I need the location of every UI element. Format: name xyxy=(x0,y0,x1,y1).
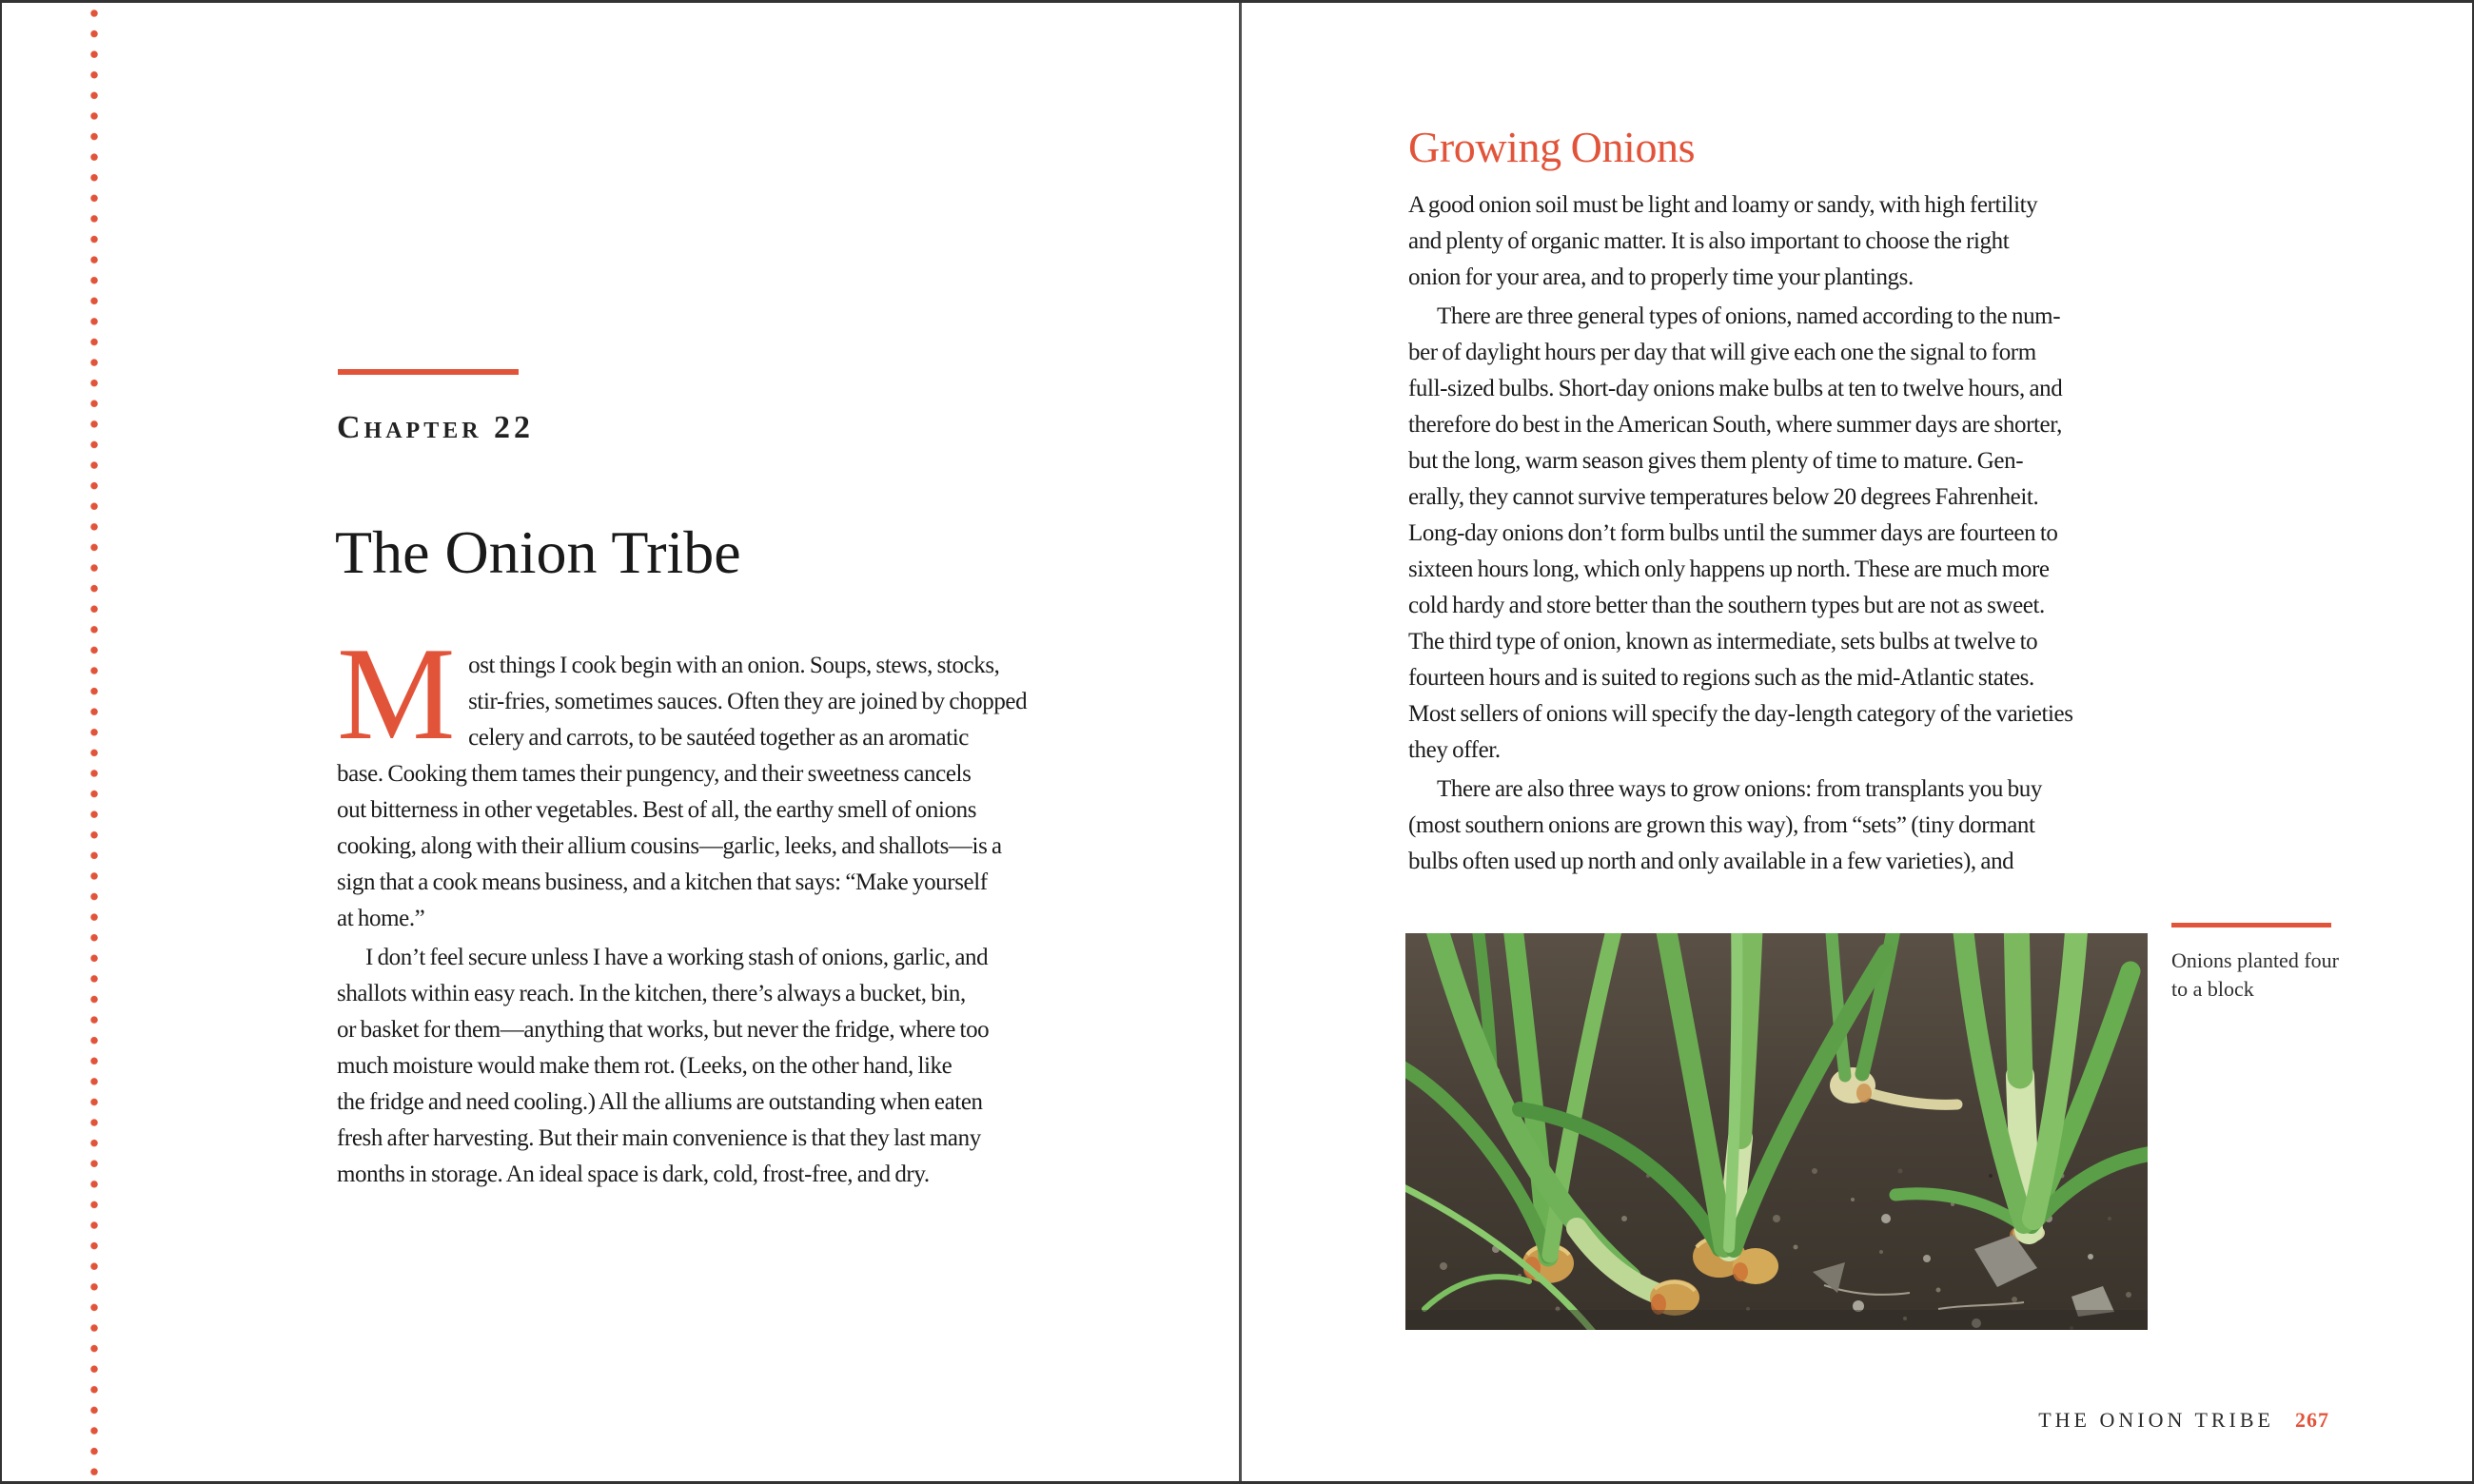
running-head: THE ONION TRIBE xyxy=(2038,1408,2274,1432)
chapter-title: The Onion Tribe xyxy=(335,518,741,586)
photo-caption: Onions planted four to a block xyxy=(2171,948,2339,1001)
chapter-label: Chapter 22 xyxy=(337,410,535,445)
right-paragraph-1: A good onion soil must be light and loamy or sandy, with high fertility and plenty of organic matter. It is also important to choose the right onion for your area, and to properly time your plantings. xyxy=(1408,192,2038,290)
right-paragraph-3: There are also three ways to grow onions: from transplants you buy (most southern onions are grown this way), from “sets” (tiny dormant bulbs often used up north and only available in a few varieties), and xyxy=(1408,776,2042,874)
left-paragraph-2: I don’t feel secure unless I have a working stash of onions, garlic, and shallots within easy reach. In the kitchen, there’s always a bucket, bin, or basket for them—anything that works, but never the fridge, where too much moisture would make them rot. (Leeks, on the other hand, like the fridge and need cooling.) All the alliums are outstanding when eaten fresh after harvesting. But their main convenience is that they last many months in storage. An ideal space is dark, cold, frost-free, and dry. xyxy=(337,945,990,1187)
left-paragraph-1: ost things I cook begin with an onion. Soups, stews, stocks, stir-fries, sometimes sauces. Often they are joined by chopped celery and carrots, to be sautéed together as an aromatic base. Cooking them tames their pungency, and their sweetness cancels out bitterness in other vegetables. Best of all, the earthy smell of onions cooking, along with their allium cousins—garlic, leeks, and shallots—is a sign that a cook means business, and a kitchen that says: “Make yourself at home.” xyxy=(337,653,1028,931)
left-page-body xyxy=(337,620,1098,1193)
page-gutter-divider xyxy=(1239,3,1242,1481)
photo-caption-block xyxy=(2171,923,2352,1004)
right-paragraph-2: There are three general types of onions, named according to the num- ber of daylight hours per day that will give each one the signal to form full-sized bulbs. Short-day onions make bulbs at ten to twelve hours, and therefore do best in the American South, where summer days are shorter, but the long, warm season gives them plenty of time to mature. Gen- erally, they cannot survive temperatures below 20 degrees Fahrenheit. Long-day onions don’t form bulbs until the summer days are fourteen to sixteen hours long, which only happens up north. These are much more cold hardy and store better than the southern types but are not as sweet. The third type of onion, known as intermediate, sets bulbs at twelve to fourteen hours and is suited to regions such as the mid-Atlantic states. Most sellers of onions will specify the day-length category of the varieties they offer. xyxy=(1408,303,2073,763)
page-footer xyxy=(2038,1410,2329,1431)
caption-rule xyxy=(2171,923,2331,928)
right-page-body xyxy=(1408,123,2162,880)
section-title: Growing Onions xyxy=(1408,123,1696,171)
drop-cap: M xyxy=(337,620,456,768)
binding-dotted-line xyxy=(89,3,99,1481)
chapter-rule xyxy=(338,369,519,375)
page-number: 267 xyxy=(2295,1408,2329,1432)
onions-photo xyxy=(1405,933,2148,1330)
